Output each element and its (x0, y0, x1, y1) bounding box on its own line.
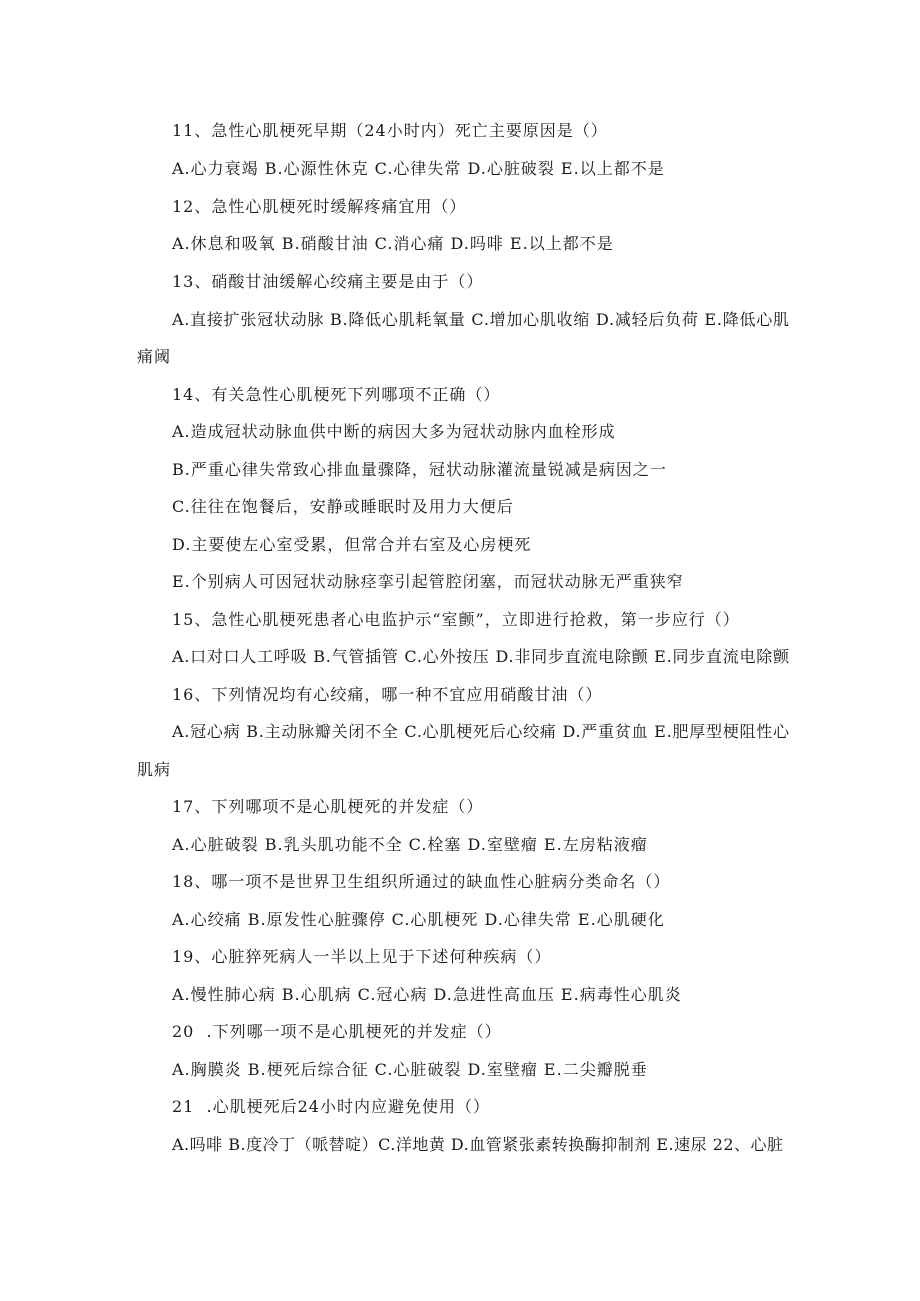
options-17: A.心脏破裂 B.乳头肌功能不全 C.栓塞 D.室壁瘤 E.左房粘液瘤 (172, 835, 648, 854)
question-21: 21 .心肌梗死后24小时内应避免使用（） (172, 1097, 490, 1116)
options-20: A.胸膜炎 B.梗死后综合征 C.心脏破裂 D.室壁瘤 E.二尖瓣脱垂 (172, 1060, 648, 1079)
options-13: A.直接扩张冠状动脉 B.降低心肌耗氧量 C.增加心肌收缩 D.减轻后负荷 E.降低心肌 (172, 310, 790, 329)
question-12: 12、急性心肌梗死时缓解疼痛宜用（） (172, 197, 467, 216)
options-19: A.慢性肺心病 B.心肌病 C.冠心病 D.急进性高血压 E.病毒性心肌炎 (172, 985, 682, 1004)
options-15: A.口对口人工呼吸 B.气管插管 C.心外按压 D.非同步直流电除颤 E.同步直流电除颤 (172, 647, 790, 666)
option-14-d: D.主要使左心室受累，但常合并右室及心房梗死 (172, 535, 532, 554)
question-11: 11、急性心肌梗死早期（24小时内）死亡主要原因是（） (172, 121, 608, 140)
question-18: 18、哪一项不是世界卫生组织所通过的缺血性心脏病分类命名（） (172, 872, 671, 891)
options-18: A.心绞痛 B.原发性心脏骤停 C.心肌梗死 D.心律失常 E.心肌硬化 (172, 910, 665, 929)
question-19: 19、心脏猝死病人一半以上见于下述何种疾病（） (172, 947, 552, 966)
options-16-continued: 肌病 (137, 760, 172, 779)
question-15: 15、急性心肌梗死患者心电监护示“室颤”，立即进行抢救，第一步应行（） (172, 610, 740, 629)
option-14-a: A.造成冠状动脉血供中断的病因大多为冠状动脉内血栓形成 (172, 422, 616, 441)
options-16: A.冠心病 B.主动脉瓣关闭不全 C.心肌梗死后心绞痛 D.严重贫血 E.肥厚型梗阻性心 (172, 722, 790, 741)
options-11: A.心力衰竭 B.心源性休克 C.心律失常 D.心脏破裂 E.以上都不是 (172, 159, 665, 178)
options-12: A.休息和吸氧 B.硝酸甘油 C.消心痛 D.吗啡 E.以上都不是 (172, 234, 614, 253)
option-14-c: C.往往在饱餐后，安静或睡眠时及用力大便后 (172, 497, 514, 516)
question-13: 13、硝酸甘油缓解心绞痛主要是由于（） (172, 272, 484, 291)
question-14: 14、有关急性心肌梗死下列哪项不正确（） (172, 385, 501, 404)
question-16: 16、下列情况均有心绞痛，哪一种不宜应用硝酸甘油（） (172, 685, 603, 704)
question-20: 20 .下列哪一项不是心肌梗死的并发症（） (172, 1022, 502, 1041)
options-13-continued: 痛阈 (137, 347, 172, 366)
options-21: A.吗啡 B.度冷丁（哌替啶）C.洋地黄 D.血管紧张素转换酶抑制剂 E.速尿 22、心脏 (172, 1135, 784, 1154)
option-14-e: E.个别病人可因冠状动脉痉挛引起管腔闭塞，而冠状动脉无严重狭窄 (172, 572, 684, 591)
option-14-b: B.严重心律失常致心排血量骤降，冠状动脉灌流量锐减是病因之一 (172, 460, 667, 479)
question-17: 17、下列哪项不是心肌梗死的并发症（） (172, 797, 484, 816)
